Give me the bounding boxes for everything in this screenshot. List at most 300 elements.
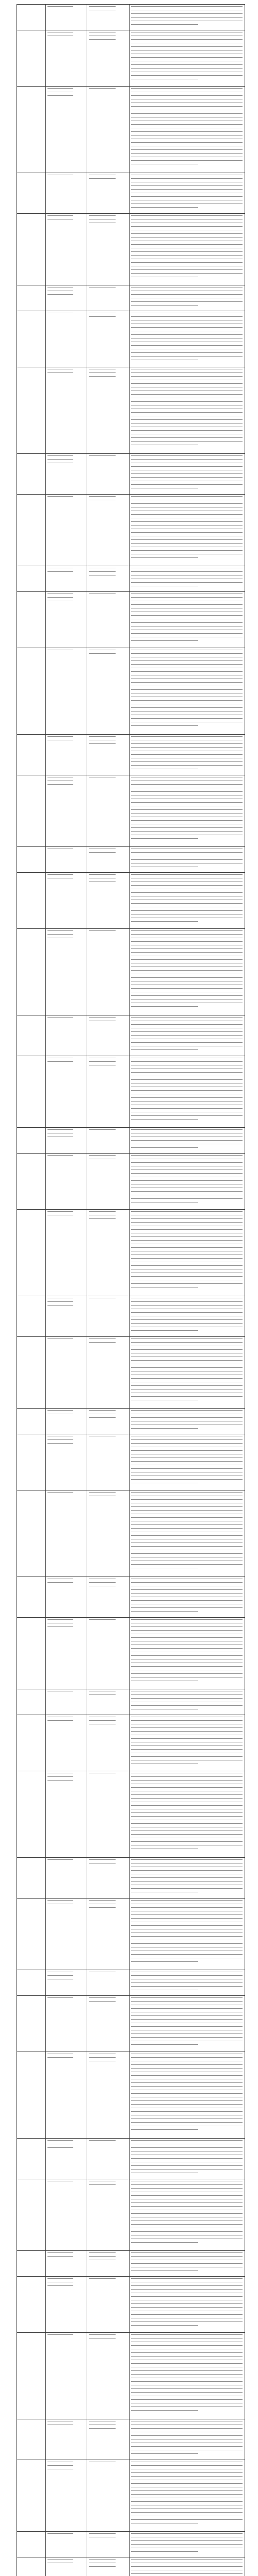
text-line-placeholder <box>131 1975 243 1976</box>
text-line-placeholder <box>131 1499 243 1500</box>
text-line-placeholder <box>131 1607 243 1608</box>
text-line-placeholder <box>131 1439 243 1440</box>
table-cell <box>89 175 127 211</box>
text-line-placeholder <box>131 571 243 572</box>
text-line-placeholder <box>131 419 243 420</box>
text-line-placeholder <box>131 930 243 931</box>
text-line-placeholder <box>89 736 116 737</box>
text-line-placeholder <box>131 1450 243 1451</box>
text-line-placeholder <box>131 1749 243 1750</box>
text-line-placeholder <box>131 1385 243 1386</box>
text-line-placeholder <box>131 827 243 828</box>
table-cell <box>131 313 243 365</box>
text-line-placeholder <box>131 2082 243 2083</box>
text-line-placeholder <box>131 496 243 497</box>
table-row <box>17 1970 245 1995</box>
table-cell <box>47 1129 85 1151</box>
text-line-placeholder <box>131 1417 243 1418</box>
text-line-placeholder <box>131 809 243 810</box>
text-line-placeholder <box>131 383 243 384</box>
text-line-placeholder <box>47 459 73 460</box>
text-line-placeholder <box>131 2270 198 2271</box>
table-cell <box>47 1619 85 1687</box>
text-line-placeholder <box>131 2519 243 2520</box>
table-cell <box>47 2559 85 2576</box>
text-line-placeholder <box>131 1666 243 1667</box>
table-cell <box>131 1129 243 1151</box>
text-line-placeholder <box>131 2213 243 2214</box>
table-row <box>17 1015 245 1056</box>
text-line-placeholder <box>131 664 243 665</box>
text-line-placeholder <box>131 597 243 598</box>
text-line-placeholder <box>89 1492 116 1493</box>
table-cell <box>47 650 85 732</box>
text-line-placeholder <box>131 2410 198 2411</box>
text-line-placeholder <box>131 1265 243 1266</box>
text-line-placeholder <box>131 189 243 190</box>
table-cell <box>47 1972 85 1993</box>
text-line-placeholder <box>131 2289 243 2290</box>
text-line-placeholder <box>131 988 243 989</box>
text-line-placeholder <box>131 305 198 306</box>
text-line-placeholder <box>131 1564 243 1565</box>
table-row <box>17 1056 245 1127</box>
table-cell <box>89 874 127 926</box>
text-line-placeholder <box>131 784 243 785</box>
text-line-placeholder <box>131 550 243 551</box>
text-line-placeholder <box>89 496 116 497</box>
text-line-placeholder <box>131 1881 243 1882</box>
table-cell <box>131 1900 243 1968</box>
text-line-placeholder <box>131 2111 243 2112</box>
text-line-placeholder <box>89 2256 116 2257</box>
text-line-placeholder <box>131 2169 243 2170</box>
text-line-placeholder <box>47 571 73 572</box>
text-line-placeholder <box>89 1619 116 1620</box>
text-line-placeholder <box>47 1582 73 1583</box>
text-line-placeholder <box>47 1211 73 1212</box>
text-line-placeholder <box>131 466 243 467</box>
table-cell <box>89 1619 127 1687</box>
text-line-placeholder <box>131 196 243 197</box>
text-line-placeholder <box>47 2140 73 2141</box>
text-line-placeholder <box>131 765 243 766</box>
text-line-placeholder <box>131 1528 243 1529</box>
text-line-placeholder <box>131 2321 243 2322</box>
text-line-placeholder <box>131 1305 243 1306</box>
table-row <box>17 86 245 173</box>
text-line-placeholder <box>131 653 243 654</box>
table-cell <box>89 1338 127 1406</box>
table-cell <box>47 2054 85 2136</box>
text-line-placeholder <box>131 2147 243 2148</box>
text-line-placeholder <box>131 95 243 96</box>
table-row <box>17 1336 245 1408</box>
text-line-placeholder <box>131 532 243 533</box>
text-line-placeholder <box>131 1024 243 1025</box>
text-line-placeholder <box>131 2256 243 2257</box>
table-cell <box>131 568 243 589</box>
table-cell <box>89 594 127 646</box>
text-line-placeholder <box>131 1042 243 1043</box>
text-line-placeholder <box>131 640 198 641</box>
text-line-placeholder <box>131 484 243 485</box>
text-line-placeholder <box>131 1017 243 1018</box>
text-line-placeholder <box>131 543 243 544</box>
table-row <box>17 1577 245 1617</box>
text-line-placeholder <box>89 2184 116 2185</box>
text-line-placeholder <box>131 1218 243 1219</box>
table-cell <box>47 1436 85 1488</box>
table-row <box>17 2531 245 2557</box>
text-line-placeholder <box>131 1943 243 1944</box>
table-row <box>17 1771 245 1857</box>
text-line-placeholder <box>47 6 73 7</box>
text-line-placeholder <box>47 930 73 931</box>
text-line-placeholder <box>131 64 243 65</box>
table-cell <box>89 1900 127 1968</box>
text-line-placeholder <box>131 24 198 25</box>
table-cell <box>47 369 85 451</box>
text-line-placeholder <box>131 1191 243 1192</box>
text-line-placeholder <box>131 1360 243 1361</box>
text-line-placeholder <box>131 2195 243 2196</box>
table-row <box>17 775 245 846</box>
table-cell <box>89 1492 127 1574</box>
text-line-placeholder <box>131 2435 243 2436</box>
table-cell <box>47 1579 85 1615</box>
text-line-placeholder <box>131 1119 198 1120</box>
text-line-placeholder <box>131 376 243 377</box>
text-line-placeholder <box>131 1410 243 1411</box>
text-line-placeholder <box>131 1637 243 1638</box>
text-line-placeholder <box>131 2044 198 2045</box>
table-cell <box>47 175 85 211</box>
table-cell <box>47 1859 85 1896</box>
table-cell <box>89 777 127 844</box>
text-line-placeholder <box>131 1593 243 1594</box>
text-line-placeholder <box>131 2559 243 2560</box>
table-cell <box>47 1492 85 1574</box>
text-line-placeholder <box>131 1698 243 1699</box>
table-cell <box>131 1859 243 1896</box>
table-cell <box>131 2421 243 2458</box>
table-cell <box>131 2533 243 2555</box>
table-row <box>17 1995 245 2052</box>
table-row <box>17 2179 245 2250</box>
text-line-placeholder <box>131 1049 198 1050</box>
text-line-placeholder <box>131 2008 243 2009</box>
text-line-placeholder <box>47 874 73 875</box>
text-line-placeholder <box>131 2490 243 2491</box>
text-line-placeholder <box>131 2278 243 2279</box>
text-line-placeholder <box>89 2278 116 2279</box>
text-line-placeholder <box>131 2325 198 2326</box>
text-line-placeholder <box>131 1301 243 1302</box>
text-line-placeholder <box>131 1283 243 1284</box>
text-line-placeholder <box>89 215 116 216</box>
text-line-placeholder <box>131 1349 243 1350</box>
text-line-placeholder <box>131 149 243 150</box>
text-line-placeholder <box>131 1655 243 1656</box>
text-line-placeholder <box>47 1443 73 1444</box>
text-line-placeholder <box>47 496 73 497</box>
text-line-placeholder <box>131 2129 198 2130</box>
text-line-placeholder <box>131 1229 243 1230</box>
text-line-placeholder <box>131 2483 243 2484</box>
table-cell <box>131 650 243 732</box>
text-line-placeholder <box>47 736 73 737</box>
text-line-placeholder <box>89 1017 116 1018</box>
table-cell <box>131 1436 243 1488</box>
text-line-placeholder <box>131 2476 243 2477</box>
text-line-placeholder <box>131 1546 243 1547</box>
text-line-placeholder <box>47 372 73 373</box>
text-line-placeholder <box>131 1553 243 1554</box>
text-line-placeholder <box>131 1097 243 1098</box>
text-line-placeholder <box>131 1900 243 1901</box>
text-line-placeholder <box>131 1816 243 1817</box>
text-line-placeholder <box>47 1975 73 1976</box>
text-line-placeholder <box>131 68 243 69</box>
table-row <box>17 1898 245 1970</box>
text-line-placeholder <box>131 1147 198 1148</box>
text-line-placeholder <box>131 1061 243 1062</box>
text-line-placeholder <box>131 813 243 814</box>
table-cell <box>47 2462 85 2529</box>
table-cell <box>131 1773 243 1855</box>
text-line-placeholder <box>131 1479 243 1480</box>
text-line-placeholder <box>131 1589 243 1590</box>
text-line-placeholder <box>89 1859 116 1860</box>
text-line-placeholder <box>131 791 243 792</box>
table-row <box>17 1689 245 1715</box>
text-line-placeholder <box>131 1396 243 1397</box>
text-line-placeholder <box>131 831 243 832</box>
text-line-placeholder <box>131 1035 243 1036</box>
table-cell <box>47 736 85 773</box>
table-cell <box>89 215 127 283</box>
text-line-placeholder <box>131 995 243 996</box>
text-line-placeholder <box>89 930 116 931</box>
table-cell <box>131 88 243 171</box>
text-line-placeholder <box>131 1600 243 1601</box>
text-line-placeholder <box>131 1925 243 1926</box>
text-line-placeholder <box>131 718 243 719</box>
text-line-placeholder <box>131 582 243 583</box>
text-line-placeholder <box>131 1031 243 1032</box>
table-cell <box>131 1058 243 1125</box>
table-cell <box>47 2278 85 2330</box>
table-row <box>17 1209 245 1296</box>
text-line-placeholder <box>131 2064 243 2065</box>
text-line-placeholder <box>47 597 73 598</box>
table-cell <box>89 1017 127 1054</box>
table-row <box>17 1490 245 1577</box>
table-cell <box>89 455 127 492</box>
table-cell <box>131 287 243 309</box>
table-cell <box>131 2181 243 2248</box>
text-line-placeholder <box>89 6 116 7</box>
text-line-placeholder <box>131 1180 243 1181</box>
text-line-placeholder <box>131 178 243 179</box>
table-cell <box>47 1155 85 1207</box>
text-line-placeholder <box>131 441 243 442</box>
text-line-placeholder <box>131 747 243 748</box>
text-line-placeholder <box>131 2224 243 2225</box>
text-line-placeholder <box>89 1218 116 1219</box>
text-line-placeholder <box>131 269 243 270</box>
text-line-placeholder <box>131 934 243 935</box>
table-cell <box>89 2181 127 2248</box>
table-cell <box>47 32 85 84</box>
table-cell <box>131 2278 243 2330</box>
table-cell <box>47 496 85 564</box>
text-line-placeholder <box>131 671 243 672</box>
text-line-placeholder <box>89 1417 116 1418</box>
text-line-placeholder <box>47 2256 73 2257</box>
text-line-placeholder <box>47 2278 73 2279</box>
table-cell <box>47 874 85 926</box>
text-line-placeholder <box>131 2363 243 2364</box>
text-line-placeholder <box>131 1443 243 1444</box>
table-cell <box>89 650 127 732</box>
table-cell <box>131 2334 243 2417</box>
text-line-placeholder <box>131 2026 243 2027</box>
text-line-placeholder <box>47 784 73 785</box>
table-row <box>17 2052 245 2138</box>
text-line-placeholder <box>131 1859 243 1860</box>
table-row <box>17 2250 245 2276</box>
table-cell <box>47 594 85 646</box>
text-line-placeholder <box>131 1090 243 1091</box>
table-cell <box>47 1211 85 1294</box>
table-cell <box>131 1298 243 1334</box>
table-cell <box>47 1691 85 1713</box>
table-row <box>17 453 245 494</box>
table-row <box>17 1127 245 1153</box>
text-line-placeholder <box>131 2158 243 2159</box>
text-line-placeholder <box>131 525 243 526</box>
text-line-placeholder <box>131 2406 243 2407</box>
table-row <box>17 2332 245 2419</box>
text-line-placeholder <box>47 1061 73 1062</box>
text-line-placeholder <box>47 1338 73 1339</box>
table-cell <box>89 496 127 564</box>
table-cell <box>89 1859 127 1896</box>
table-cell <box>47 1997 85 2049</box>
table-cell <box>89 313 127 365</box>
text-line-placeholder <box>131 2001 243 2002</box>
text-line-placeholder <box>131 682 243 683</box>
text-line-placeholder <box>47 215 73 216</box>
text-line-placeholder <box>131 237 243 238</box>
text-line-placeholder <box>131 1756 243 1757</box>
table-cell <box>47 777 85 844</box>
table-cell <box>131 2462 243 2529</box>
table-cell <box>47 2181 85 2248</box>
text-line-placeholder <box>131 1162 243 1163</box>
text-line-placeholder <box>89 316 116 317</box>
text-line-placeholder <box>131 2446 243 2447</box>
table-row <box>17 2419 245 2460</box>
text-line-placeholder <box>131 1997 243 1998</box>
table-cell <box>131 455 243 492</box>
table-row <box>17 1296 245 1336</box>
text-line-placeholder <box>131 345 243 346</box>
text-line-placeholder <box>131 1378 243 1379</box>
text-line-placeholder <box>131 874 243 875</box>
table-cell <box>131 496 243 564</box>
text-line-placeholder <box>131 1198 243 1199</box>
text-line-placeholder <box>131 1812 243 1813</box>
text-line-placeholder <box>47 455 73 456</box>
text-line-placeholder <box>89 1907 116 1908</box>
text-line-placeholder <box>131 2388 243 2389</box>
text-line-placeholder <box>47 2285 73 2286</box>
text-line-placeholder <box>131 1276 243 1277</box>
text-line-placeholder <box>131 948 243 949</box>
text-line-placeholder <box>131 1907 243 1908</box>
text-line-placeholder <box>131 539 243 540</box>
text-line-placeholder <box>89 1155 116 1156</box>
text-line-placeholder <box>131 2334 243 2335</box>
table-cell <box>131 2252 243 2274</box>
text-line-placeholder <box>131 1129 243 1130</box>
table-row <box>17 2460 245 2531</box>
text-line-placeholder <box>131 1079 243 1080</box>
text-line-placeholder <box>131 1705 243 1706</box>
text-line-placeholder <box>47 1439 73 1440</box>
text-line-placeholder <box>131 1619 243 1620</box>
text-line-placeholder <box>131 2352 243 2353</box>
text-line-placeholder <box>89 1342 116 1343</box>
text-line-placeholder <box>131 255 243 256</box>
table-cell <box>89 1298 127 1334</box>
text-line-placeholder <box>131 1108 243 1109</box>
text-line-placeholder <box>131 207 198 208</box>
table-cell <box>131 1972 243 1993</box>
text-line-placeholder <box>131 2231 243 2232</box>
text-line-placeholder <box>131 316 243 317</box>
table-cell <box>89 1972 127 1993</box>
text-line-placeholder <box>131 17 243 18</box>
text-line-placeholder <box>89 178 116 179</box>
table-cell <box>131 1155 243 1207</box>
table-row <box>17 2276 245 2332</box>
table-cell <box>89 2533 127 2555</box>
table-cell <box>131 1579 243 1615</box>
text-line-placeholder <box>131 57 243 58</box>
text-line-placeholder <box>131 2303 243 2304</box>
table-cell <box>47 2421 85 2458</box>
table-cell <box>89 849 127 870</box>
text-line-placeholder <box>89 2001 116 2002</box>
table-cell <box>89 2054 127 2136</box>
text-line-placeholder <box>131 1367 243 1368</box>
text-line-placeholder <box>131 941 243 942</box>
text-line-placeholder <box>89 1997 116 1998</box>
table-cell <box>89 2334 127 2417</box>
text-line-placeholder <box>131 820 243 821</box>
table-cell <box>47 1017 85 1054</box>
table-cell <box>131 175 243 211</box>
table-cell <box>47 568 85 589</box>
text-line-placeholder <box>131 1738 243 1739</box>
table-cell <box>47 287 85 309</box>
text-line-placeholder <box>89 1129 116 1130</box>
text-line-placeholder <box>131 1006 198 1007</box>
